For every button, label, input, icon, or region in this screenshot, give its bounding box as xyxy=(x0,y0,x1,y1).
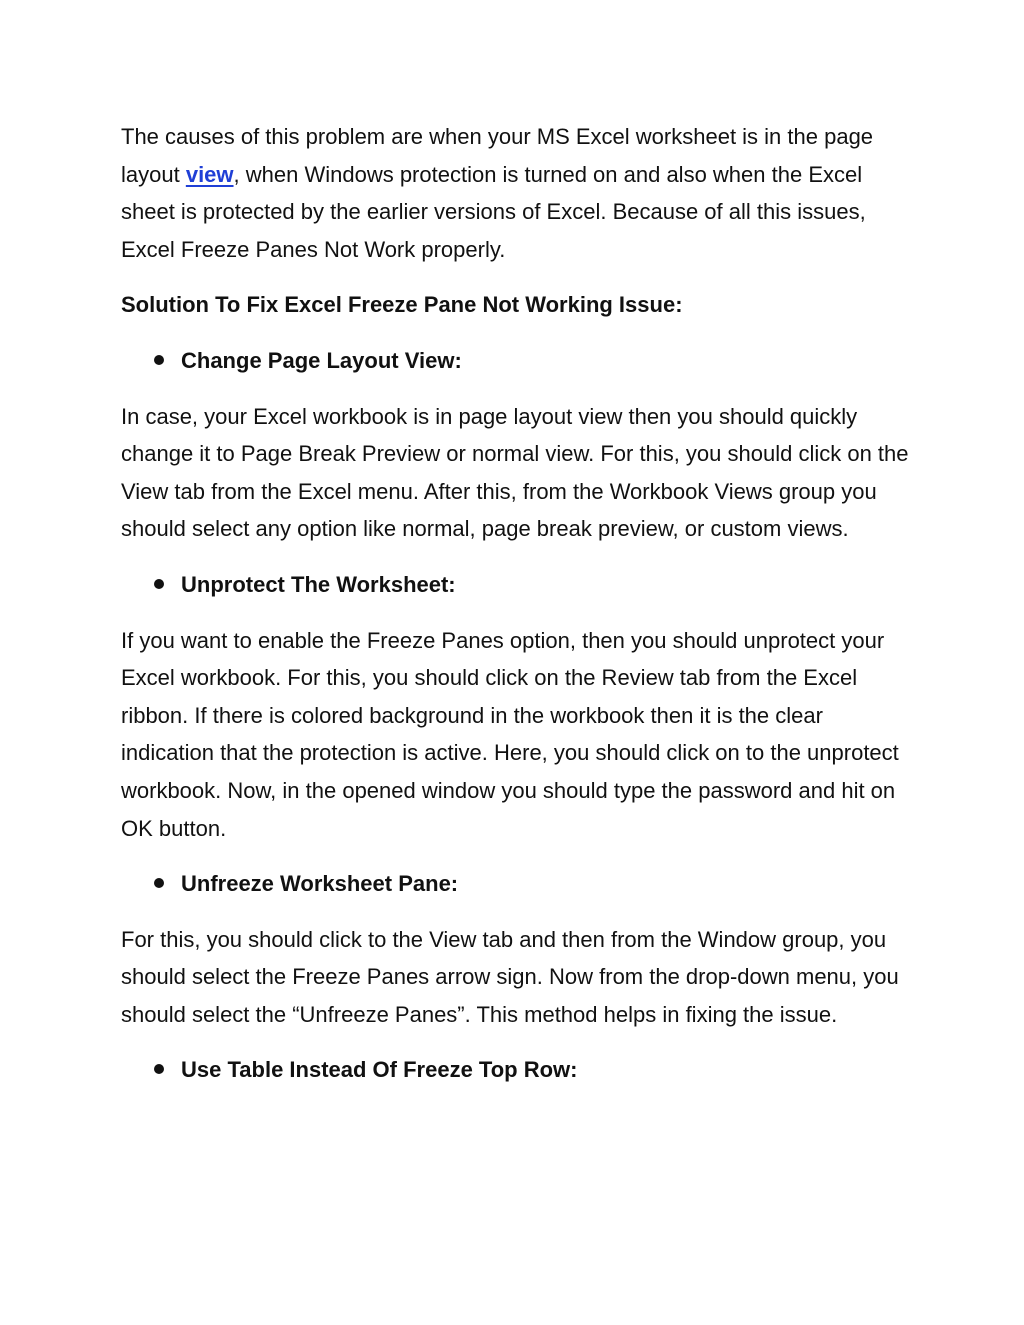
bullet-title: Use Table Instead Of Freeze Top Row: xyxy=(181,1057,578,1083)
bullet-icon xyxy=(154,1064,164,1074)
bullet-title: Unfreeze Worksheet Pane: xyxy=(181,871,459,897)
section-body-change-page-layout-view: In case, your Excel workbook is in page layout view then you should quickly change it to Page Break Preview or normal view. For this, you should click on the View tab from the Excel menu. After this, from the Workbook Views group you should select any option like normal, page break preview, or custom views. xyxy=(121,403,909,542)
solution-heading: Solution To Fix Excel Freeze Pane Not Working Issue: xyxy=(121,292,683,318)
section-body-unprotect-worksheet: If you want to enable the Freeze Panes option, then you should unprotect your Excel workbook. For this, you should click on the Review tab from the Excel ribbon. If there is colored background in the workbook then it is the clear indication that the protection is active. Here, you should click on to the unprotect workbook. Now, in the opened window you should type the password and hit on OK button. xyxy=(121,627,899,841)
bullet-change-page-layout-view xyxy=(121,342,911,380)
view-link[interactable]: view xyxy=(185,161,234,187)
section-body-unfreeze-worksheet-pane: For this, you should click to the View tab and then from the Window group, you should select the Freeze Panes arrow sign. Now from the drop-down menu, you should select the “Unfreeze Panes”. This method helps in fixing the issue. xyxy=(121,926,899,1027)
intro-paragraph xyxy=(121,118,911,268)
bullet-use-table-instead xyxy=(121,1051,911,1089)
bullet-unprotect-worksheet xyxy=(121,566,911,604)
bullet-unfreeze-worksheet-pane xyxy=(121,865,911,903)
bullet-icon xyxy=(154,355,164,365)
intro-text-after-link: , when Windows protection is turned on and also when the Excel sheet is protected by the earlier versions of Excel. Because of all this issues, Excel Freeze Panes Not Work properly. xyxy=(121,161,866,262)
bullet-icon xyxy=(154,579,164,589)
bullet-title: Change Page Layout View: xyxy=(181,347,462,373)
bullet-title: Unprotect The Worksheet: xyxy=(181,571,456,597)
document-content xyxy=(121,118,911,1107)
bullet-icon xyxy=(154,878,164,888)
intro-text-before-link: The causes of this problem are when your MS Excel worksheet is in the page layout xyxy=(121,124,874,187)
